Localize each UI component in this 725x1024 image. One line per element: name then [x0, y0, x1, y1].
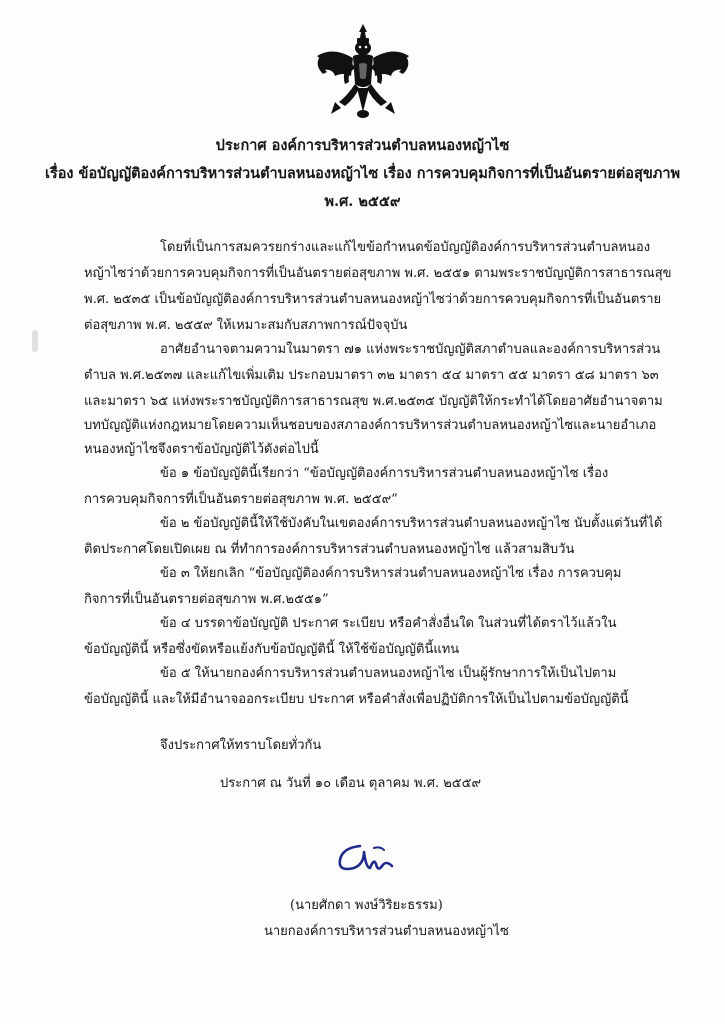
- announcement-subject: เรื่อง ข้อบัญญัติองค์การบริหารส่วนตำบลหนองหญ้าไซ เรื่อง การควบคุมกิจการที่เป็นอันตรายต่อสุขภาพ: [44, 165, 681, 182]
- clause-line: ข้อ ๕ ให้นายกองค์การบริหารส่วนตำบลหนองหญ้าไซ เป็นผู้รักษาการให้เป็นไปตาม: [160, 666, 617, 681]
- paragraph-line: หนองหญ้าไซจึงตราข้อบัญญัติไว้ดังต่อไปนี้: [84, 442, 319, 457]
- paragraph-line: ตำบล พ.ศ.๒๕๓๗ และแก้ไขเพิ่มเติม ประกอบมาตรา ๓๒ มาตรา ๕๔ มาตรา ๕๕ มาตรา ๕๘ มาตรา ๖๓: [84, 368, 659, 383]
- announcement-closing: จึงประกาศให้ทราบโดยทั่วกัน: [160, 738, 322, 753]
- clause-line: กิจการที่เป็นอันตรายต่อสุขภาพ พ.ศ.๒๕๕๑”: [84, 592, 329, 607]
- clause-line: ข้อบัญญัตินี้ และให้มีอำนาจออกระเบียบ ประกาศ หรือคำสั่งเพื่อปฏิบัติการให้เป็นไปตามข้อบัญญัตินี้: [84, 692, 629, 707]
- clause-line: ติดประกาศโดยเปิดเผย ณ ที่ทำการองค์การบริหารส่วนตำบลหนองหญ้าไซ แล้วสามสิบวัน: [84, 542, 575, 557]
- scan-artifact: [32, 330, 38, 352]
- clause-line: การควบคุมกิจการที่เป็นอันตรายต่อสุขภาพ พ.ศ. ๒๕๕๙”: [84, 492, 398, 507]
- paragraph-line: พ.ศ. ๒๕๓๕ เป็นข้อบัญญัติองค์การบริหารส่วนตำบลหนองหญ้าไซว่าด้วยการควบคุมกิจการที่เป็นอันตราย: [84, 292, 662, 307]
- paragraph-line: บทบัญญัติแห่งกฎหมายโดยความเห็นชอบของสภาองค์การบริหารส่วนตำบลหนองหญ้าไซและนายอำเภอ: [84, 418, 657, 433]
- paragraph-line: ต่อสุขภาพ พ.ศ. ๒๕๕๙ ให้เหมาะสมกับสภาพการณ์ปัจจุบัน: [84, 318, 408, 333]
- signatory-name: (นายศักดา พงษ์วิริยะธรรม): [290, 898, 443, 913]
- garuda-emblem-icon: [311, 22, 415, 120]
- clause-line: ข้อ ๑ ข้อบัญญัตินี้เรียกว่า “ข้อบัญญัติองค์การบริหารส่วนตำบลหนองหญ้าไซ เรื่อง: [160, 466, 609, 481]
- paragraph-line: อาศัยอำนาจตามความในมาตรา ๗๑ แห่งพระราชบัญญัติสภาตำบลและองค์การบริหารส่วน: [160, 342, 661, 357]
- clause-line: ข้อ ๓ ให้ยกเลิก “ข้อบัญญัติองค์การบริหารส่วนตำบลหนองหญ้าไซ เรื่อง การควบคุม: [160, 566, 622, 581]
- announcement-title: ประกาศ องค์การบริหารส่วนตำบลหนองหญ้าไซ: [215, 137, 510, 154]
- clause-line: ข้อ ๒ ข้อบัญญัตินี้ให้ใช้บังคับในเขตองค์การบริหารส่วนตำบลหนองหญ้าไซ นับตั้งแต่วันที่ได้: [160, 516, 663, 531]
- clause-line: ข้อบัญญัตินี้ หรือซึ่งขัดหรือแย้งกับข้อบัญญัตินี้ ให้ใช้ข้อบัญญัตินี้แทน: [84, 642, 460, 657]
- clause-line: ข้อ ๔ บรรดาข้อบัญญัติ ประกาศ ระเบียบ หรือคำสั่งอื่นใด ในส่วนที่ได้ตราไว้แล้วใน: [160, 616, 617, 631]
- announcement-date: ประกาศ ณ วันที่ ๑๐ เดือน ตุลาคม พ.ศ. ๒๕๕๙: [220, 776, 481, 791]
- paragraph-line: โดยที่เป็นการสมควรยกร่างและแก้ไขข้อกำหนดข้อบัญญัติองค์การบริหารส่วนตำบลหนอง: [160, 240, 651, 255]
- paragraph-line: และมาตรา ๖๕ แห่งพระราชบัญญัติการสาธารณสุข พ.ศ.๒๕๓๕ บัญญัติให้กระทำได้โดยอาศัยอำนาจตาม: [84, 394, 663, 409]
- handwritten-signature: [330, 838, 410, 878]
- announcement-year: พ.ศ. ๒๕๕๙: [324, 193, 401, 210]
- paragraph-line: หญ้าไซว่าด้วยการควบคุมกิจการที่เป็นอันตรายต่อสุขภาพ พ.ศ. ๒๕๕๑ ตามพระราชบัญญัติการสาธารณสุข: [84, 266, 672, 281]
- signatory-position: นายกองค์การบริหารส่วนตำบลหนองหญ้าไซ: [264, 924, 509, 939]
